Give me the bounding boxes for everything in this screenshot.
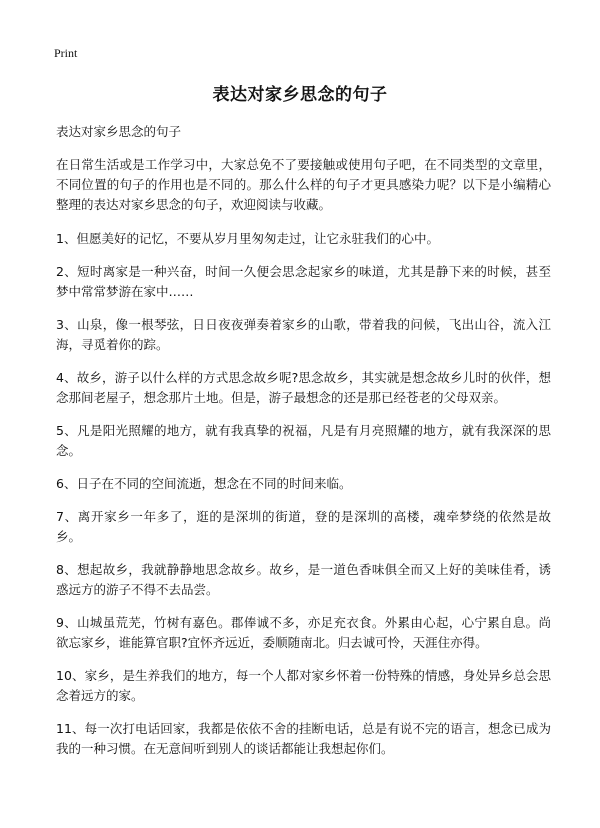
article-subtitle: 表达对家乡思念的句子 <box>56 124 182 139</box>
article-body <box>56 122 551 772</box>
page-title: 表达对家乡思念的句子 <box>212 85 388 105</box>
sentence-item: 1、但愿美好的记忆，不要从岁月里匆匆走过，让它永驻我们的心中。 <box>56 231 439 246</box>
sentence-item: 2、短时离家是一种兴奋，时间一久便会思念起家乡的味道，尤其是静下来的时候，甚至梦中常常梦游在家中…… <box>56 264 551 299</box>
sentence-item: 11、每一次打电话回家，我都是依依不舍的挂断电话，总是有说不完的语言，想念已成为我的一种习惯。在无意间听到别人的谈话都能让我想起你们。 <box>56 721 551 756</box>
sentence-item: 8、想起故乡，我就静静地思念故乡。故乡，是一道色香味俱全而又上好的美味佳肴，诱惑远方的游子不得不去品尝。 <box>56 562 551 597</box>
sentence-item: 5、凡是阳光照耀的地方，就有我真挚的祝福，凡是有月亮照耀的地方，就有我深深的思念。 <box>56 423 551 458</box>
intro-paragraph: 在日常生活或是工作学习中，大家总免不了要接触或使用句子吧，在不同类型的文章里，不同位置的句子的作用也是不同的。那么什么样的句子才更具感染力呢？以下是小编精心整理的表达对家乡思念的句子，欢迎阅读与收藏。 <box>56 157 551 212</box>
sentence-item: 3、山泉，像一根琴弦，日日夜夜弹奏着家乡的山歌，带着我的问候，飞出山谷，流入江海，寻觅着你的踪。 <box>56 317 551 352</box>
sentence-item: 7、离开家乡一年多了，逛的是深圳的街道，登的是深圳的高楼，魂牵梦绕的依然是故乡。 <box>56 509 551 544</box>
sentence-item: 10、家乡，是生养我们的地方，每一个人都对家乡怀着一份特殊的情感，身处异乡总会思念着远方的家。 <box>56 668 551 703</box>
sentence-item: 6、日子在不同的空间流逝，想念在不同的时间来临。 <box>56 476 352 491</box>
sentence-item: 9、山城虽荒芜，竹树有嘉色。郡俸诚不多，亦足充衣食。外累由心起，心宁累自息。尚欲忘家乡，谁能算官职?宜怀齐远近，委顺随南北。归去诚可怜，天涯住亦得。 <box>56 615 551 650</box>
sentence-item: 4、故乡，游子以什么样的方式思念故乡呢?思念故乡，其实就是想念故乡儿时的伙伴，想念那间老屋子，想念那片土地。但是，游子最想念的还是那已经苍老的父母双亲。 <box>56 370 551 405</box>
print-link[interactable]: Print <box>54 46 78 60</box>
